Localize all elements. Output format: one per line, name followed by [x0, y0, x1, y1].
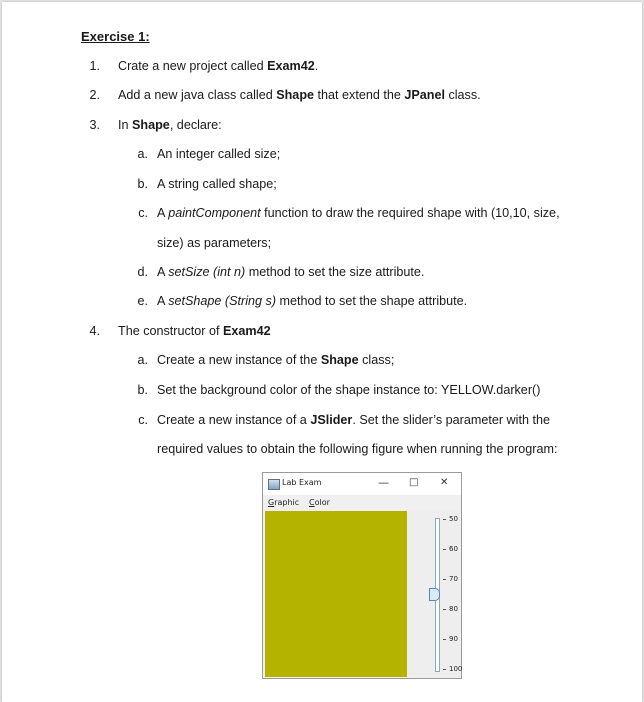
slider-tick-label: 70: [449, 575, 458, 583]
slider-thumb: [429, 588, 440, 601]
lab-exam-window-figure: [262, 472, 462, 679]
list-text: Crate a new project called Exam42.: [118, 59, 319, 73]
list-text: In Shape, declare:: [118, 118, 222, 132]
window-menubar: [263, 495, 461, 511]
list-text: Add a new java class called Shape that extend the JPanel class.: [118, 88, 481, 102]
menu-color: Color: [309, 498, 330, 507]
sub-text: A setShape (String s) method to set the shape attribute.: [157, 294, 468, 308]
window-titlebar: [263, 473, 461, 495]
list-number: 2.: [89, 88, 100, 102]
sub-text: A paintComponent function to draw the required shape with (10,10, size,: [157, 206, 560, 220]
menu-graphic: Graphic: [268, 498, 300, 507]
sub-letter: d.: [137, 265, 148, 279]
sub-text: Create a new instance of the Shape class;: [157, 353, 395, 367]
sub-text: required values to obtain the following figure when running the program:: [157, 442, 558, 456]
sub-text: A setSize (int n) method to set the size attribute.: [157, 265, 425, 279]
list-number: 3.: [89, 118, 100, 132]
vertical-slider: [407, 511, 461, 677]
sub-letter: a.: [137, 147, 148, 161]
slider-tick: [443, 639, 446, 640]
slider-tick: [443, 519, 446, 520]
list-text: The constructor of Exam42: [118, 324, 271, 338]
app-icon: [268, 479, 280, 490]
slider-tick: [443, 609, 446, 610]
slider-tick-label: 90: [449, 635, 458, 643]
slider-tick: [443, 669, 446, 670]
slider-tick-label: 80: [449, 605, 458, 613]
sub-letter: b.: [137, 383, 148, 397]
sub-text: Create a new instance of a JSlider. Set the slider’s parameter with the: [157, 413, 550, 427]
sub-letter: c.: [138, 413, 148, 427]
sub-text: size) as parameters;: [157, 236, 272, 250]
document-page: [2, 2, 642, 702]
shape-panel: [265, 511, 407, 677]
sub-letter: b.: [137, 177, 148, 191]
list-number: 4.: [89, 324, 100, 338]
sub-text: An integer called size;: [157, 147, 281, 161]
slider-tick-label: 60: [449, 545, 458, 553]
slider-tick: [443, 549, 446, 550]
slider-tick: [443, 579, 446, 580]
exercise-heading: Exercise 1:: [81, 29, 150, 44]
window-title: Lab Exam: [282, 478, 322, 487]
sub-letter: e.: [137, 294, 148, 308]
maximize-icon: □: [409, 477, 419, 488]
sub-letter: c.: [138, 206, 148, 220]
close-icon: ✕: [440, 477, 449, 488]
sub-text: A string called shape;: [157, 177, 277, 191]
slider-tick-label: 100: [449, 665, 463, 673]
sub-letter: a.: [137, 353, 148, 367]
sub-text: Set the background color of the shape instance to: YELLOW.darker(): [157, 383, 541, 397]
minimize-icon: —: [378, 476, 389, 489]
slider-tick-label: 50: [449, 515, 458, 523]
list-number: 1.: [89, 59, 100, 73]
